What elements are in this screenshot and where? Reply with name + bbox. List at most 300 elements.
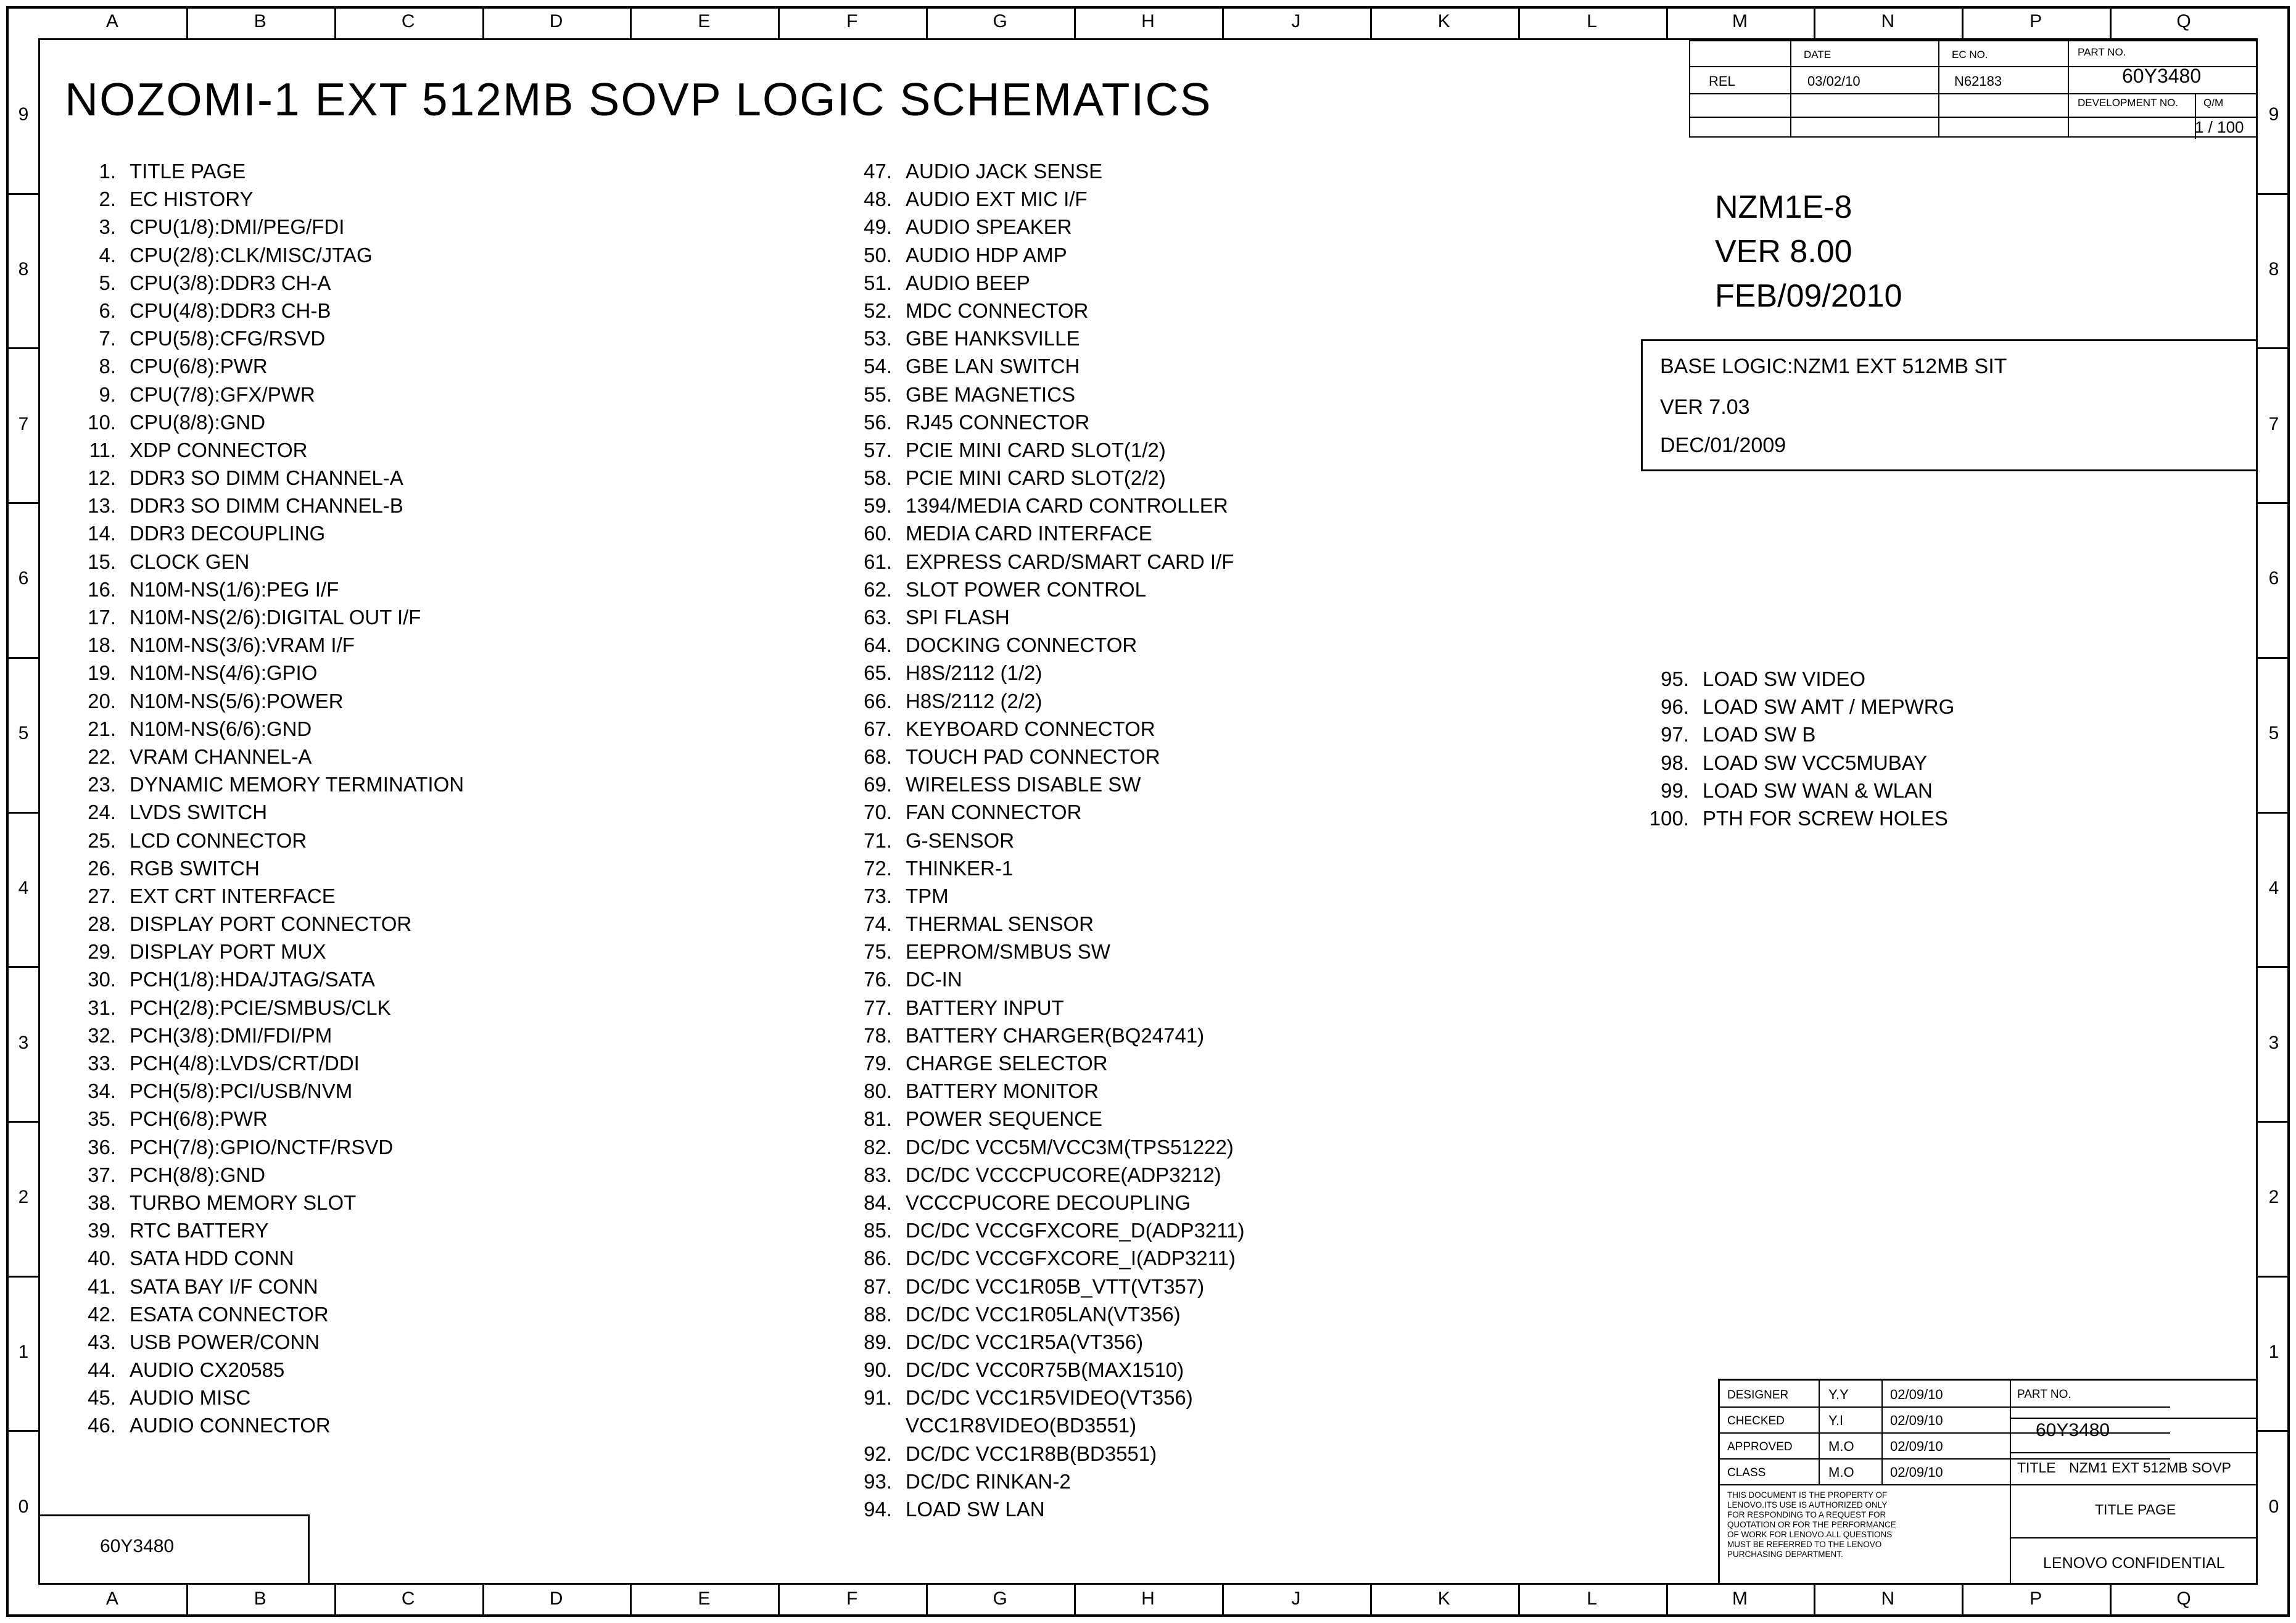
ruler-tick — [6, 966, 38, 968]
index-entry-label: N10M-NS(6/6):GND — [130, 717, 312, 740]
index-entry-label: THERMAL SENSOR — [906, 912, 1094, 936]
index-entry-label: LOAD SW WAN & WLAN — [1703, 778, 1933, 802]
index-entry — [62, 743, 464, 770]
index-entry-continuation: VCC1R8VIDEO(BD3551) — [906, 1414, 1137, 1437]
checked-value: Y.I — [1828, 1413, 1844, 1428]
index-entry-label: KEYBOARD CONNECTOR — [906, 717, 1155, 740]
index-entry — [62, 576, 464, 603]
index-entry-label: PTH FOR SCREW HOLES — [1703, 806, 1948, 830]
index-entry-label: AUDIO CONNECTOR — [130, 1414, 331, 1437]
index-entry-label: AUDIO JACK SENSE — [906, 160, 1103, 183]
index-entry-label: TITLE PAGE — [130, 160, 246, 183]
ruler-tick — [186, 1585, 188, 1617]
part-no-header: PART NO. — [2078, 46, 2126, 58]
ruler-tick — [1814, 1585, 1815, 1617]
index-entry-number: 75. — [864, 940, 892, 964]
index-entry-label: RTC BATTERY — [130, 1219, 269, 1242]
ruler-letter-h: H — [1141, 11, 1155, 31]
base-logic-line1: BASE LOGIC:NZM1 EXT 512MB SIT — [1660, 355, 2007, 378]
index-entry-number: 52. — [864, 299, 892, 322]
ruler-letter-a: A — [105, 11, 118, 31]
index-entry — [62, 1411, 464, 1439]
index-entry-number: 8. — [99, 355, 116, 378]
ruler-tick — [1074, 1585, 1076, 1617]
ruler-letter-p: P — [2030, 1588, 2042, 1609]
index-entry — [838, 464, 1245, 492]
index-entry — [62, 408, 464, 436]
ruler-number-1: 1 — [18, 1341, 29, 1362]
ruler-letter-j: J — [1291, 1588, 1301, 1609]
index-column-1 — [62, 157, 464, 1440]
ruler-letter-h: H — [1141, 1588, 1155, 1609]
index-entry — [62, 1189, 464, 1216]
index-entry — [1615, 777, 1954, 804]
index-entry — [838, 715, 1245, 743]
ruler-tick — [6, 1430, 38, 1432]
index-entry — [838, 519, 1245, 547]
ruler-letter-l: L — [1587, 1588, 1597, 1609]
index-entry-label: AUDIO HDP AMP — [906, 243, 1067, 266]
ruler-number-9: 9 — [2268, 104, 2279, 125]
index-entry — [838, 770, 1245, 798]
index-entry-label: DDR3 SO DIMM CHANNEL-A — [130, 466, 403, 490]
board-info-block — [1715, 185, 1902, 318]
index-entry-number: 58. — [864, 466, 892, 490]
ruler-tick — [2258, 193, 2290, 195]
ruler-number-6: 6 — [18, 568, 29, 589]
index-entry-label: ESATA CONNECTOR — [130, 1302, 329, 1326]
index-entry — [62, 882, 464, 910]
index-entry — [62, 1328, 464, 1356]
ruler-letter-l: L — [1587, 11, 1597, 31]
checked-label: CHECKED — [1727, 1414, 1785, 1427]
ruler-letter-c: C — [401, 1588, 415, 1609]
index-entry — [62, 687, 464, 715]
ruler-tick — [2258, 812, 2290, 814]
index-entry — [838, 548, 1245, 576]
revision-ecno-header: EC NO. — [1952, 49, 1988, 60]
index-entry-label: GBE MAGNETICS — [906, 382, 1076, 406]
index-entry-label: G-SENSOR — [906, 828, 1015, 852]
index-entry-number: 32. — [88, 1023, 116, 1047]
index-entry-number: 50. — [864, 243, 892, 266]
ruler-number-3: 3 — [18, 1032, 29, 1053]
index-entry — [838, 1273, 1245, 1300]
index-entry — [838, 213, 1245, 241]
ruler-tick — [2258, 966, 2290, 968]
ruler-number-2: 2 — [18, 1187, 29, 1208]
index-entry-label: DC/DC VCC1R5VIDEO(VT356) — [906, 1386, 1193, 1410]
index-entry-number: 96. — [1661, 695, 1689, 719]
index-entry — [838, 1468, 1245, 1495]
index-entry-label: CPU(1/8):DMI/PEG/FDI — [130, 215, 345, 239]
index-entry — [62, 185, 464, 213]
index-entry-number: 28. — [88, 912, 116, 936]
index-entry-label: SLOT POWER CONTROL — [906, 577, 1146, 601]
index-entry-label: LCD CONNECTOR — [130, 828, 307, 852]
ruler-tick — [926, 6, 928, 38]
ruler-number-4: 4 — [2268, 877, 2279, 898]
index-entry-label: SATA BAY I/F CONN — [130, 1274, 318, 1298]
index-entry — [838, 1300, 1245, 1328]
index-entry-label: CPU(8/8):GND — [130, 410, 266, 434]
index-entry-number: 38. — [88, 1191, 116, 1214]
index-entry-number: 4. — [99, 243, 116, 266]
ruler-number-4: 4 — [18, 877, 29, 898]
index-entry-number: 93. — [864, 1469, 892, 1493]
ruler-number-0: 0 — [2268, 1496, 2279, 1517]
ruler-tick — [6, 812, 38, 814]
approved-value: M.O — [1828, 1439, 1854, 1454]
index-entry-label: DC/DC VCCGFXCORE_I(ADP3211) — [906, 1247, 1236, 1270]
ruler-letter-q: Q — [2176, 11, 2191, 31]
development-no-label: DEVELOPMENT NO. — [2078, 97, 2179, 109]
index-entry-label: LOAD SW AMT / MEPWRG — [1703, 695, 1955, 719]
index-entry-label: MEDIA CARD INTERFACE — [906, 522, 1152, 545]
index-entry-number: 88. — [864, 1302, 892, 1326]
index-entry-label: AUDIO EXT MIC I/F — [906, 188, 1088, 211]
index-entry — [838, 1356, 1245, 1384]
index-entry — [62, 827, 464, 854]
checked-date: 02/09/10 — [1890, 1413, 1943, 1428]
ruler-letter-p: P — [2030, 11, 2042, 31]
index-entry-label: H8S/2112 (2/2) — [906, 689, 1043, 712]
base-logic-line3: DEC/01/2009 — [1660, 434, 1786, 457]
index-entry-number: 39. — [88, 1219, 116, 1242]
index-entry — [838, 1440, 1245, 1468]
class-date: 02/09/10 — [1890, 1464, 1943, 1480]
ruler-tick — [1222, 6, 1224, 38]
index-entry-label: DC/DC VCC1R5A(VT356) — [906, 1330, 1144, 1353]
ruler-number-2: 2 — [2268, 1187, 2279, 1208]
index-entry-number: 100. — [1649, 806, 1689, 830]
index-entry — [62, 1105, 464, 1133]
index-entry-number: 9. — [99, 382, 116, 406]
ruler-tick — [1814, 6, 1815, 38]
index-entry-label: LOAD SW LAN — [906, 1498, 1045, 1521]
index-entry — [838, 1161, 1245, 1189]
revision-date-header: DATE — [1804, 49, 1831, 60]
index-entry-label: PCIE MINI CARD SLOT(1/2) — [906, 438, 1166, 461]
ruler-letter-c: C — [401, 11, 415, 31]
index-entry-label: BATTERY INPUT — [906, 996, 1064, 1019]
ruler-letter-a: A — [105, 1588, 118, 1609]
index-entry-label: EEPROM/SMBUS SW — [906, 940, 1110, 964]
qm-label: Q/M — [2203, 97, 2224, 109]
index-entry-label: CPU(3/8):DDR3 CH-A — [130, 271, 331, 294]
index-entry — [838, 938, 1245, 965]
ruler-letter-e: E — [698, 1588, 711, 1609]
index-entry — [62, 994, 464, 1022]
date-label: FEB/09/2010 — [1715, 278, 1902, 314]
index-entry — [62, 1300, 464, 1328]
index-entry — [838, 381, 1245, 408]
title-block-part-no: 60Y3480 — [2036, 1420, 2110, 1440]
index-entry-label: AUDIO SPEAKER — [906, 215, 1072, 239]
index-entry-number: 83. — [864, 1163, 892, 1186]
index-entry-label: WIRELESS DISABLE SW — [906, 773, 1141, 796]
index-entry — [62, 1049, 464, 1077]
index-entry-number: 7. — [99, 327, 116, 350]
index-entry — [838, 631, 1245, 659]
revision-ecno-value: N62183 — [1954, 73, 2002, 89]
index-entry-label: DOCKING CONNECTOR — [906, 634, 1138, 657]
index-entry-label: BATTERY CHARGER(BQ24741) — [906, 1023, 1205, 1047]
index-entry-number: 44. — [88, 1358, 116, 1382]
index-entry — [838, 1189, 1245, 1216]
index-entry-number: 42. — [88, 1302, 116, 1326]
index-entry-label: CPU(2/8):CLK/MISC/JTAG — [130, 243, 373, 266]
index-entry-number: 66. — [864, 689, 892, 712]
ruler-tick — [482, 1585, 484, 1617]
index-entry-label: PCH(5/8):PCI/USB/NVM — [130, 1080, 353, 1103]
index-entry — [838, 185, 1245, 213]
ruler-tick — [630, 1585, 632, 1617]
index-entry-label: EXT CRT INTERFACE — [130, 884, 336, 907]
confidential-label: LENOVO CONFIDENTIAL — [2043, 1555, 2225, 1572]
index-entry — [838, 854, 1245, 882]
index-entry-number: 17. — [88, 606, 116, 629]
index-entry-label: AUDIO MISC — [130, 1386, 251, 1410]
index-entry — [62, 798, 464, 826]
ruler-letter-d: D — [549, 11, 563, 31]
index-entry — [838, 1384, 1245, 1411]
ruler-tick — [2258, 1430, 2290, 1432]
ruler-letter-m: M — [1732, 11, 1748, 31]
part-no-value: 60Y3480 — [2122, 65, 2202, 87]
index-entry-number: 86. — [864, 1247, 892, 1270]
ruler-tick — [1518, 1585, 1520, 1617]
class-value: M.O — [1828, 1464, 1854, 1480]
revision-block — [1689, 40, 2258, 138]
index-entry — [838, 659, 1245, 687]
index-entry-number: 26. — [88, 856, 116, 880]
index-entry-label: AUDIO BEEP — [906, 271, 1030, 294]
ruler-tick — [926, 1585, 928, 1617]
index-entry-number: 95. — [1661, 667, 1689, 690]
index-entry — [62, 1216, 464, 1244]
index-entry-number: 69. — [864, 773, 892, 796]
index-entry-number: 53. — [864, 327, 892, 350]
index-entry-number: 30. — [88, 968, 116, 991]
ruler-letter-d: D — [549, 1588, 563, 1609]
ruler-tick — [778, 1585, 780, 1617]
ruler-tick — [1370, 1585, 1372, 1617]
index-entry — [62, 548, 464, 576]
index-entry-number: 49. — [864, 215, 892, 239]
index-entry — [838, 743, 1245, 770]
designer-value: Y.Y — [1828, 1387, 1849, 1402]
index-entry-label: CHARGE SELECTOR — [906, 1052, 1108, 1075]
index-entry-label: PCH(1/8):HDA/JTAG/SATA — [130, 968, 375, 991]
index-entry-label: 1394/MEDIA CARD CONTROLLER — [906, 494, 1228, 518]
sheet-number: 1 / 100 — [2195, 118, 2244, 136]
ruler-tick — [1074, 6, 1076, 38]
index-entry-label: CPU(5/8):CFG/RSVD — [130, 327, 326, 350]
ruler-tick — [6, 657, 38, 659]
index-entry-number: 62. — [864, 577, 892, 601]
ruler-tick — [1370, 6, 1372, 38]
index-entry-label: GBE LAN SWITCH — [906, 355, 1080, 378]
index-entry-number: 20. — [88, 689, 116, 712]
index-entry-label: DC/DC VCC1R8B(BD3551) — [906, 1442, 1157, 1465]
index-entry-label: N10M-NS(2/6):DIGITAL OUT I/F — [130, 606, 421, 629]
ruler-tick — [482, 6, 484, 38]
index-entry — [838, 241, 1245, 269]
ruler-tick — [6, 347, 38, 349]
index-entry-label: RGB SWITCH — [130, 856, 260, 880]
ruler-tick — [334, 1585, 336, 1617]
index-entry-number: 13. — [88, 494, 116, 518]
ruler-number-7: 7 — [2268, 413, 2279, 434]
index-entry — [838, 576, 1245, 603]
ruler-letter-b: B — [254, 11, 266, 31]
index-entry-label: EC HISTORY — [130, 188, 254, 211]
title-block-title-label: TITLE — [2017, 1460, 2056, 1476]
index-entry — [62, 492, 464, 519]
ruler-tick — [2258, 1121, 2290, 1123]
index-entry — [838, 603, 1245, 631]
index-column-2 — [838, 157, 1245, 1523]
ruler-tick — [2258, 502, 2290, 504]
index-entry-number: 48. — [864, 188, 892, 211]
index-entry-label: DC/DC VCC1R05B_VTT(VT357) — [906, 1274, 1205, 1298]
index-entry-number: 85. — [864, 1219, 892, 1242]
index-entry-label: POWER SEQUENCE — [906, 1107, 1103, 1131]
index-entry — [1615, 804, 1954, 832]
ruler-tick — [186, 6, 188, 38]
index-entry-label: PCH(3/8):DMI/FDI/PM — [130, 1023, 332, 1047]
index-entry-number: 43. — [88, 1330, 116, 1353]
index-entry — [62, 1161, 464, 1189]
index-entry — [62, 157, 464, 185]
index-entry-number: 76. — [864, 968, 892, 991]
ruler-tick — [2110, 6, 2112, 38]
index-entry-label: BATTERY MONITOR — [906, 1080, 1099, 1103]
index-entry-label: TPM — [906, 884, 949, 907]
title-block-page-label: TITLE PAGE — [2095, 1501, 2176, 1518]
index-entry-number: 89. — [864, 1330, 892, 1353]
index-entry-number: 79. — [864, 1052, 892, 1075]
ruler-tick — [1962, 1585, 1964, 1617]
index-entry-label: DISPLAY PORT MUX — [130, 940, 326, 964]
ruler-letter-g: G — [993, 11, 1007, 31]
index-entry-label: SPI FLASH — [906, 606, 1010, 629]
index-entry-label: DC/DC VCC1R05LAN(VT356) — [906, 1302, 1181, 1326]
index-entry — [62, 770, 464, 798]
index-entry-label: PCH(4/8):LVDS/CRT/DDI — [130, 1052, 360, 1075]
index-entry-number: 36. — [88, 1135, 116, 1158]
ruler-tick — [1222, 1585, 1224, 1617]
index-entry-number: 46. — [88, 1414, 116, 1437]
index-entry-number: 5. — [99, 271, 116, 294]
index-entry-number: 72. — [864, 856, 892, 880]
index-entry — [838, 1411, 1245, 1439]
index-entry-label: PCIE MINI CARD SLOT(2/2) — [906, 466, 1166, 490]
index-entry-number: 16. — [88, 577, 116, 601]
index-entry-label: DYNAMIC MEMORY TERMINATION — [130, 773, 465, 796]
index-entry-number: 59. — [864, 494, 892, 518]
index-entry-number: 73. — [864, 884, 892, 907]
index-entry — [838, 1328, 1245, 1356]
ruler-tick — [6, 502, 38, 504]
index-entry-label: DDR3 SO DIMM CHANNEL-B — [130, 494, 403, 518]
index-entry — [838, 1077, 1245, 1105]
index-entry-label: CLOCK GEN — [130, 550, 250, 573]
ruler-letter-k: K — [1437, 11, 1450, 31]
index-entry-number: 99. — [1661, 778, 1689, 802]
index-entry-number: 27. — [88, 884, 116, 907]
index-entry-number: 92. — [864, 1442, 892, 1465]
index-entry — [62, 1356, 464, 1384]
index-entry-number: 84. — [864, 1191, 892, 1214]
index-entry — [62, 352, 464, 380]
index-entry — [62, 519, 464, 547]
index-entry-number: 10. — [88, 410, 116, 434]
title-block-title-value: NZM1 EXT 512MB SOVP — [2069, 1460, 2231, 1476]
index-entry-label: GBE HANKSVILLE — [906, 327, 1080, 350]
index-entry — [838, 297, 1245, 324]
index-entry — [838, 965, 1245, 993]
index-entry-number: 40. — [88, 1247, 116, 1270]
index-entry-number: 98. — [1661, 751, 1689, 774]
ruler-letter-e: E — [698, 11, 711, 31]
ruler-number-6: 6 — [2268, 568, 2279, 589]
index-column-3 — [1615, 665, 1954, 832]
index-entry-number: 81. — [864, 1107, 892, 1131]
index-entry-label: DC/DC VCCCPUCORE(ADP3212) — [906, 1163, 1221, 1186]
index-entry — [838, 324, 1245, 352]
designer-label: DESIGNER — [1727, 1389, 1789, 1402]
index-entry-label: THINKER-1 — [906, 856, 1014, 880]
ruler-letter-g: G — [993, 1588, 1007, 1609]
revision-date-value: 03/02/10 — [1807, 73, 1860, 89]
index-entry-label: VRAM CHANNEL-A — [130, 745, 312, 768]
index-entry-number: 65. — [864, 661, 892, 685]
ruler-letter-b: B — [254, 1588, 266, 1609]
index-entry-number: 57. — [864, 438, 892, 461]
ruler-number-8: 8 — [18, 259, 29, 280]
ruler-tick — [6, 1276, 38, 1278]
ruler-tick — [778, 6, 780, 38]
index-entry-label: DC/DC VCC0R75B(MAX1510) — [906, 1358, 1184, 1382]
index-entry-number: 15. — [88, 550, 116, 573]
index-entry — [62, 436, 464, 464]
index-entry-label: VCCCPUCORE DECOUPLING — [906, 1191, 1191, 1214]
index-entry-number: 78. — [864, 1023, 892, 1047]
ruler-number-7: 7 — [18, 413, 29, 434]
index-entry-label: DC/DC VCC5M/VCC3M(TPS51222) — [906, 1135, 1234, 1158]
ruler-tick — [6, 1121, 38, 1123]
ruler-number-9: 9 — [18, 104, 29, 125]
index-entry-label: DC/DC RINKAN-2 — [906, 1469, 1071, 1493]
index-entry-number: 94. — [864, 1498, 892, 1521]
index-entry-number: 47. — [864, 160, 892, 183]
index-entry-number: 31. — [88, 996, 116, 1019]
index-entry-label: USB POWER/CONN — [130, 1330, 320, 1353]
index-entry — [838, 1244, 1245, 1272]
index-entry-label: LOAD SW VCC5MUBAY — [1703, 751, 1928, 774]
index-entry-number: 29. — [88, 940, 116, 964]
ruler-number-5: 5 — [18, 723, 29, 744]
index-entry — [838, 1133, 1245, 1161]
ruler-letter-q: Q — [2176, 1588, 2191, 1609]
index-entry-number: 37. — [88, 1163, 116, 1186]
index-entry-number: 90. — [864, 1358, 892, 1382]
index-entry-number: 77. — [864, 996, 892, 1019]
index-entry — [838, 408, 1245, 436]
index-entry-label: CPU(7/8):GFX/PWR — [130, 382, 315, 406]
